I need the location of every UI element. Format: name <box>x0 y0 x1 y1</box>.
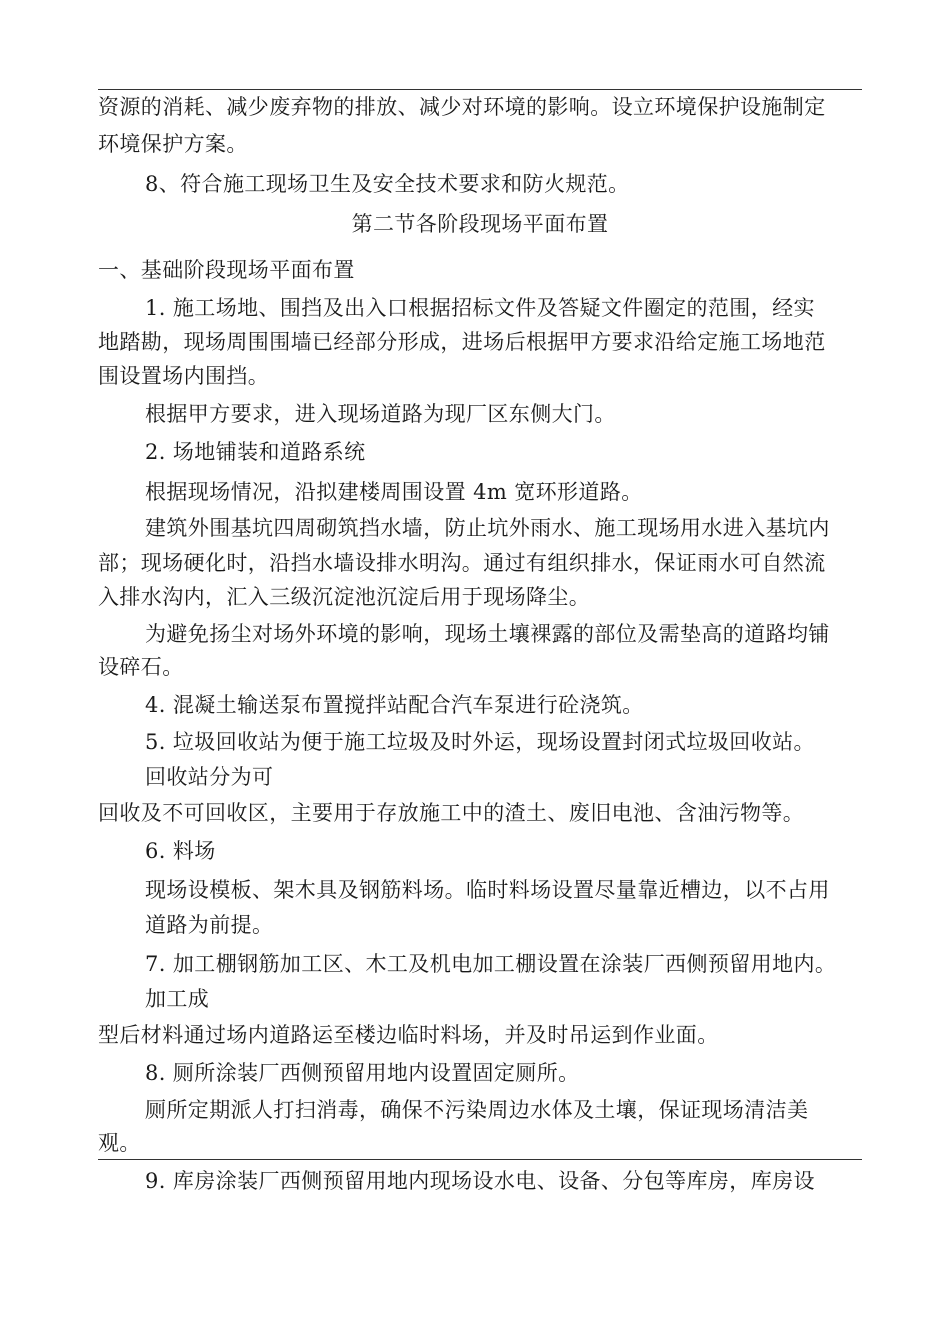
paragraph-line: 8. 厕所涂装厂西侧预留用地内设置固定厕所。 <box>145 1061 580 1085</box>
paragraph-line: 回收及不可回收区，主要用于存放施工中的渣土、废旧电池、含油污物等。 <box>98 801 805 825</box>
paragraph-line: 2. 场地铺装和道路系统 <box>145 440 366 464</box>
paragraph-line: 建筑外围基坑四周砌筑挡水墙，防止坑外雨水、施工现场用水进入基坑内 <box>145 516 830 540</box>
paragraph-line: 6. 料场 <box>145 839 216 863</box>
paragraph-line: 8、符合施工现场卫生及安全技术要求和防火规范。 <box>145 172 630 196</box>
paragraph-line: 厕所定期派人打扫消毒，确保不污染周边水体及土壤，保证现场清洁美 <box>145 1098 809 1122</box>
header-rule <box>98 89 862 90</box>
paragraph-line: 根据现场情况，沿拟建楼周围设置 4m 宽环形道路。 <box>145 480 643 504</box>
paragraph-line: 设碎石。 <box>98 655 184 679</box>
section-heading: 第二节各阶段现场平面布置 <box>351 212 609 236</box>
paragraph-line: 部；现场硬化时，沿挡水墙设排水明沟。通过有组织排水，保证雨水可自然流 <box>98 551 826 575</box>
paragraph-line: 环境保护方案。 <box>98 132 248 156</box>
paragraph-line: 9. 库房涂装厂西侧预留用地内现场设水电、设备、分包等库房，库房设 <box>145 1169 815 1193</box>
paragraph-line: 4. 混凝土输送泵布置搅拌站配合汽车泵进行砼浇筑。 <box>145 693 644 717</box>
paragraph-line: 回收站分为可 <box>145 765 274 789</box>
paragraph-line: 根据甲方要求，进入现场道路为现厂区东侧大门。 <box>145 402 616 426</box>
paragraph-line: 道路为前提。 <box>145 913 274 937</box>
paragraph-line: 5. 垃圾回收站为便于施工垃圾及时外运，现场设置封闭式垃圾回收站。 <box>145 730 815 754</box>
page-break-rule <box>98 1159 862 1160</box>
paragraph-line: 型后材料通过场内道路运至楼边临时料场，并及时吊运到作业面。 <box>98 1023 719 1047</box>
paragraph-line: 1. 施工场地、围挡及出入口根据招标文件及答疑文件圈定的范围，经实 <box>145 296 815 320</box>
paragraph-line: 观。 <box>98 1131 141 1155</box>
paragraph-line: 地踏勘，现场周围围墙已经部分形成，进场后根据甲方要求沿给定施工场地范 <box>98 330 826 354</box>
paragraph-line: 加工成 <box>145 987 210 1011</box>
paragraph-line: 入排水沟内，汇入三级沉淀池沉淀后用于现场降尘。 <box>98 585 591 609</box>
paragraph-line: 资源的消耗、减少废弃物的排放、减少对环境的影响。设立环境保护设施制定 <box>98 95 826 119</box>
paragraph-line: 现场设模板、架木具及钢筋料场。临时料场设置尽量靠近槽边，以不占用 <box>145 878 830 902</box>
paragraph-line: 7. 加工棚钢筋加工区、木工及机电加工棚设置在涂装厂西侧预留用地内。 <box>145 952 837 976</box>
subsection-heading: 一、基础阶段现场平面布置 <box>98 258 355 282</box>
paragraph-line: 为避免扬尘对场外环境的影响，现场土壤裸露的部位及需垫高的道路均铺 <box>145 622 830 646</box>
paragraph-line: 围设置场内围挡。 <box>98 364 270 388</box>
